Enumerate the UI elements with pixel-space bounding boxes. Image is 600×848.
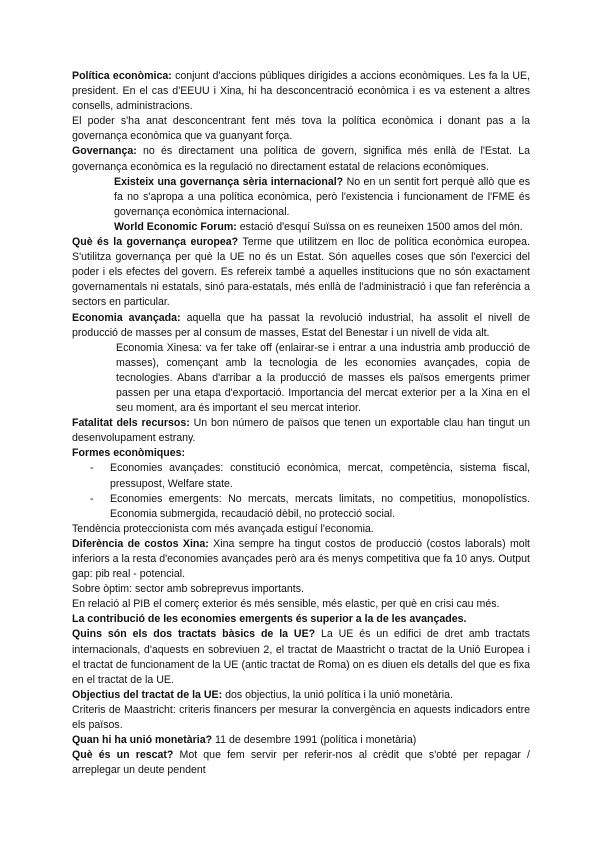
text-sobre-optim: Sobre òptim: sector amb sobreprevus importants. — [72, 583, 304, 596]
text-politica-economica: conjunt d'accions públiques dirigides a accions econòmiques. Les fa la UE, president. En el cas d'EEUU i Xina, hi ha desconcentració econòmica i es va estenent a altres consells, administracions. — [72, 70, 530, 113]
text-unio-monetaria: 11 de desembre 1991 (política i monetària) — [212, 734, 417, 747]
term-governanca-internacional: Existeix una governança sèria internacional? — [114, 175, 344, 188]
text-governanca: no és directament una política de govern, significa més enllà de l'Estat. La governança econòmica es la regulació no directament estatal de relacions econòmiques. — [72, 145, 530, 173]
paragraph-contribucio-emergents — [72, 612, 530, 627]
paragraph-tractats-basics — [72, 627, 530, 687]
paragraph-comerc-exterior — [72, 597, 530, 612]
text-criteris-maastricht: Criteris de Maastricht: criteris financers per mesurar la convergència en aquests indicadors entre els països. — [72, 703, 530, 732]
paragraph-economia-avancada — [72, 311, 530, 341]
text-poder-desconcentrat: El poder s'ha anat desconcentrant fent més tova la política econòmica i donant pas a la governança econòmica que va guanyant força. — [72, 115, 530, 143]
text-world-economic-forum: estació d'esquí Suïssa on es reuneixen 1500 amos del món. — [236, 220, 523, 233]
paragraph-fatalitat-recursos — [72, 416, 530, 446]
list-dash: - — [90, 492, 94, 505]
text-fatalitat-recursos: Un bon número de països que tenen un exportable clau han tingut un desenvolupament estrany. — [72, 417, 530, 445]
paragraph-rescat — [72, 748, 530, 778]
text-tendencia-proteccionista: Tendència proteccionista com més avançada estiguí l'economia. — [72, 522, 374, 535]
paragraph-criteris-maastricht — [72, 703, 530, 733]
paragraph-poder-desconcentrat — [72, 114, 530, 144]
text-economia-xinesa: Economia Xinesa: va fer take off (enlairar-se i entrar a una industria amb producció de masses), començant amb la tecnologia de les economies avançades, copia de tecnologies. Abans d'arribar a la producció de masses els països emergents primer passen per una etapa d'exportació. Importancia del mercat exterior per a la Xina en el seu moment, ara és important el seu mercat interior. — [116, 341, 530, 415]
term-governanca: Governança: — [72, 145, 137, 158]
text-governanca-internacional: No en un sentit fort perquè allò que es fa no s'apropa a una política econòmica, però l'existencia i funcionament de l'FME és governança econòmica internacional. — [114, 175, 531, 218]
paragraph-unio-monetaria — [72, 733, 530, 748]
list-item-economies-avancades — [72, 461, 530, 491]
list-item-text: Economies avançades: constitució econòmica, mercat, competència, sistema fiscal, pressupost, Welfare state. — [110, 462, 530, 490]
paragraph-formes-economiques — [72, 446, 530, 461]
term-tractats-basics: Quins són els dos tractats bàsics de la UE? — [72, 628, 316, 641]
paragraph-objectius-tractat — [72, 688, 530, 703]
paragraph-governanca-internacional — [114, 175, 530, 220]
text-governanca-europea: Terme que utilitzem en lloc de política econòmica europea. S'utilitza governança per què la UE no és un Estat. Són aquelles coses que són l'exercici del poder i els efectes del govern. Es refereix també a aquelles institucions que no són exactament governamentals ni estatals, sinó para-estatals, més enllà de l'administració i que fan referència a sectors en particular. — [72, 236, 530, 309]
paragraph-sobre-optim — [72, 582, 530, 597]
term-contribucio-emergents: La contribució de les economies emergents és superior a la de les avançades. — [72, 613, 467, 626]
term-rescat: Què és un rescat? — [72, 749, 174, 762]
term-world-economic-forum: World Economic Forum: — [114, 220, 237, 233]
text-economia-avancada: aquella que ha passat la revolució industrial, ha assolit el nivell de producció de masses per al consum de masses, Estat del Benestar i un nivell de vida alt. — [72, 311, 531, 339]
paragraph-economia-xinesa — [116, 341, 530, 416]
term-politica-economica: Política econòmica: — [72, 70, 172, 82]
paragraph-governanca — [72, 144, 530, 174]
list-item-economies-emergents — [72, 492, 530, 522]
term-diferencia-costos: Diferència de costos Xina: — [72, 537, 209, 550]
term-objectius-tractat: Objectius del tractat de la UE: — [72, 688, 223, 701]
text-objectius-tractat: dos objectius, la unió política i la unió monetària. — [222, 688, 453, 701]
term-formes-economiques: Formes econòmiques: — [72, 447, 186, 460]
list-dash: - — [90, 462, 94, 475]
text-comerc-exterior: En relació al PIB el comerç exterior és més sensible, més elastic, per què en crisi cau més. — [72, 598, 500, 611]
paragraph-diferencia-costos — [72, 537, 530, 582]
term-fatalitat-recursos: Fatalitat dels recursos: — [72, 417, 190, 430]
list-item-text: Economies emergents: No mercats, mercats limitats, no competitius, monopolístics. Economia submergida, recaudació dèbil, no protecció social. — [110, 492, 530, 520]
paragraph-tendencia-proteccionista — [72, 522, 530, 537]
text-tractats-basics: La UE és un edifici de dret amb tractats internacionals, d'aquests en sobreviuen 2, el tractat de Maastricht o tractat de la Unió Europea i el tractat de funcionament de la UE (antic tractat de Roma) on es diuen els detalls del que es fixa en el tractat de la UE. — [72, 628, 530, 686]
text-rescat: Mot que fem servir per referir-nos al crèdit que s'obté per repagar / arreplegar un deute pendent — [72, 749, 530, 777]
text-diferencia-costos: Xina sempre ha tingut costos de producció (costos laborals) molt inferiors a la resta d'economies avançades però ara és menys competitiva que fa 10 anys. Output gap: pib real - potencial. — [72, 537, 530, 581]
term-economia-avancada: Economia avançada: — [72, 311, 181, 324]
term-unio-monetaria: Quan hi ha unió monetària? — [72, 734, 213, 747]
paragraph-world-economic-forum — [114, 220, 530, 235]
formes-economiques-list — [72, 461, 530, 521]
term-governanca-europea: Què és la governança europea? — [72, 236, 239, 249]
paragraph-governanca-europea — [72, 235, 530, 310]
paragraph-politica-economica — [72, 69, 530, 114]
